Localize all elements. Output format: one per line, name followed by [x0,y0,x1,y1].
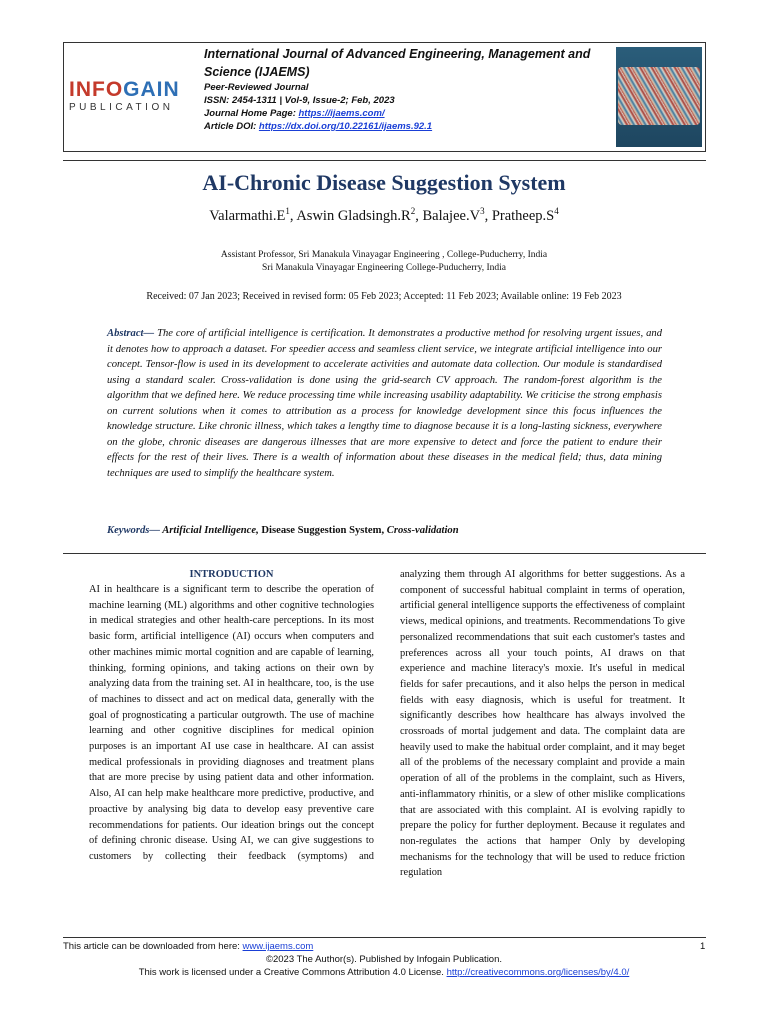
author-name: Balajee.V [422,207,481,224]
doi-label: Article DOI: [204,121,259,132]
affiliation-line-2: Sri Manakula Vinayagar Engineering College-Puducherry, India [262,263,506,273]
header-divider [63,160,706,161]
body-column-right [400,567,685,881]
homepage-line [204,107,604,120]
abstract-text: The core of artificial intelligence is certification. It demonstrates a productive method for resolving urgent issues, and it denotes how to approach a dataset. For speedier access and seamless client service, we integrate artificial intelligence into our concept. Tensor-flow is used in its development to accelerate activities and automate data collection. Our module is standardised using a standard scaler. Cross-validation is done using the grid-search CV approach. The random-forest algorithm is the algorithm that we defined here. We reduce processing time while increasing usability adaptability. We criticise the strong emphasis on current solutions when it comes to attribution as a process for knowledge development since this focus influences the knowledge structure. Like chronic illness, which takes a lengthy time to diagnose because it is a long-lasting sickness, everywhere on the globe, chronic diseases are dangerous illnesses that are more expensive to detect and force the patient to endure their effects for the rest of their lives. There is a wealth of information about these diseases in the medical field; thus, data mining techniques are used to simplify the healthcare system. [107,328,662,479]
doi-link[interactable]: https://dx.doi.org/10.22161/ijaems.92.1 [258,121,433,132]
author-name: Pratheep.S [491,207,555,224]
logo-word-gain: GAIN [123,78,180,101]
journal-cover-image [616,47,702,147]
body-paragraph: analyzing them through AI algorithms for better suggestions. As a component of successful habitual complaint in terms of operation, artificial general intelligence supports the effectiveness of complaint views, medical opinions, and treatments. Recommendations To give personalized recommendations that suit each customer's tastes and preferences across all your touch points, AI draws on that experience and machine literacy's moxie. It's useful in medical fields for safer precautions, and it also helps the person in medical fields with easy diagnosis, which is useful for treatment. It significantly describes how healthcare has always involved the crossroads of mortal judgement and data. The complaint data are heavily used to make the habitual order complaint, and it may beget all of the problems of the necessary complaint and provide a main operation of all of the problems in the complaint, such as Hivers, anti-inflammatory rhinitis, or a slew of other mislike complications that are associated with this complaint. AI is evolving rapidly to prepare the policy for further deployment. Because it regulates and non-regulates the actions that hamper Only by developing mechanisms for the technology that will be used to reduce friction regulation [400,569,685,879]
download-link[interactable]: www.ijaems.com [242,941,314,952]
body-paragraph: AI in healthcare is a significant term to describe the operation of machine learning (ML) algorithms and other cognitive technologies in medical strategies and other health-care perceptions. In its most basic form, artificial intelligence (AI) occurs when computers and other machines mimic mortal cognition and are capable of learning, thinking, forming opinions, and taking actions on their own by analyzing data from the training set. AI in healthcare, too, is the use of machines to dissect and act on medical data, generally with the goal of prognosticating a particular outgrowth. The use of machine learning and other cognitive disciplines for medical opinion purposes is an important AI use case in healthcare. AI can assist medical professionals in providing diagnoses and treatment plans that are more precise by using patient data and other information. Also, AI can help make healthcare more predictive, productive, and proactive by analysing big data to develop easy preventive care recommendations for patients. Our ideation brings out the concept of defining chronic disease. Using AI, we can give suggestions to customers by collecting their feedback (symptoms) and [89,584,374,862]
keyword: Artificial Intelligence, [159,525,259,536]
journal-info [204,45,604,133]
author-sup: 2 [410,206,416,216]
license-label: This work is licensed under a Creative Commons Attribution 4.0 License. [138,967,447,978]
keywords-label: Keywords— [107,525,160,536]
abstract [107,326,662,481]
keywords [107,525,662,536]
body-column-left [89,567,374,865]
keyword: Disease Suggestion System, [258,525,385,536]
homepage-link[interactable]: https://ijaems.com/ [298,108,385,119]
keyword: Cross-validation [384,525,459,536]
author-sup: 4 [554,206,559,216]
copyright-line: ©2023 The Author(s). Published by Infogain Publication. [265,954,503,965]
author-name: Valarmathi.E [209,207,286,224]
peer-reviewed-label: Peer-Reviewed Journal [204,82,309,93]
doi-line [204,120,604,133]
logo-word-info: INFO [69,78,124,101]
affiliations [0,249,768,275]
page-number: 1 [700,941,706,952]
author-name: Aswin Gladsingh.R [296,207,411,224]
homepage-label: Journal Home Page: [204,108,299,119]
download-line [63,941,313,952]
author-sup: 3 [480,206,485,216]
publication-dates: Received: 07 Jan 2023; Received in revised form: 05 Feb 2023; Accepted: 11 Feb 2023; Available online: 19 Feb 2023 [146,291,622,302]
abstract-divider [63,553,706,554]
cover-artwork [618,67,700,125]
abstract-label: Abstract— [107,328,155,339]
logo-subtitle: PUBLICATION [69,102,174,113]
affiliation-line-1: Assistant Professor, Sri Manakula Vinayagar Engineering , College-Puducherry, India [220,250,548,260]
footer-divider [63,937,706,938]
issn-line: ISSN: 2454-1311 | Vol-9, Issue-2; Feb, 2023 [204,95,395,106]
journal-header [63,42,706,152]
license-line [0,967,768,978]
author-list: $Valarmathi.E^1$, Aswin $Gladsingh.R^2$, $Balajee.V^3$, $Pratheep.S^4$ [209,206,559,224]
download-label: This article can be downloaded from here: [63,941,243,952]
journal-title: International Journal of Advanced Engineering, Management and Science (IJAEMS) [204,47,591,79]
publisher-logo [69,79,189,113]
section-heading: INTRODUCTION [189,569,274,580]
author-sup: 1 [285,206,290,216]
license-link[interactable]: http://creativecommons.org/licenses/by/4.0/ [446,967,630,978]
paper-title: AI-Chronic Disease Suggestion System [202,170,566,195]
